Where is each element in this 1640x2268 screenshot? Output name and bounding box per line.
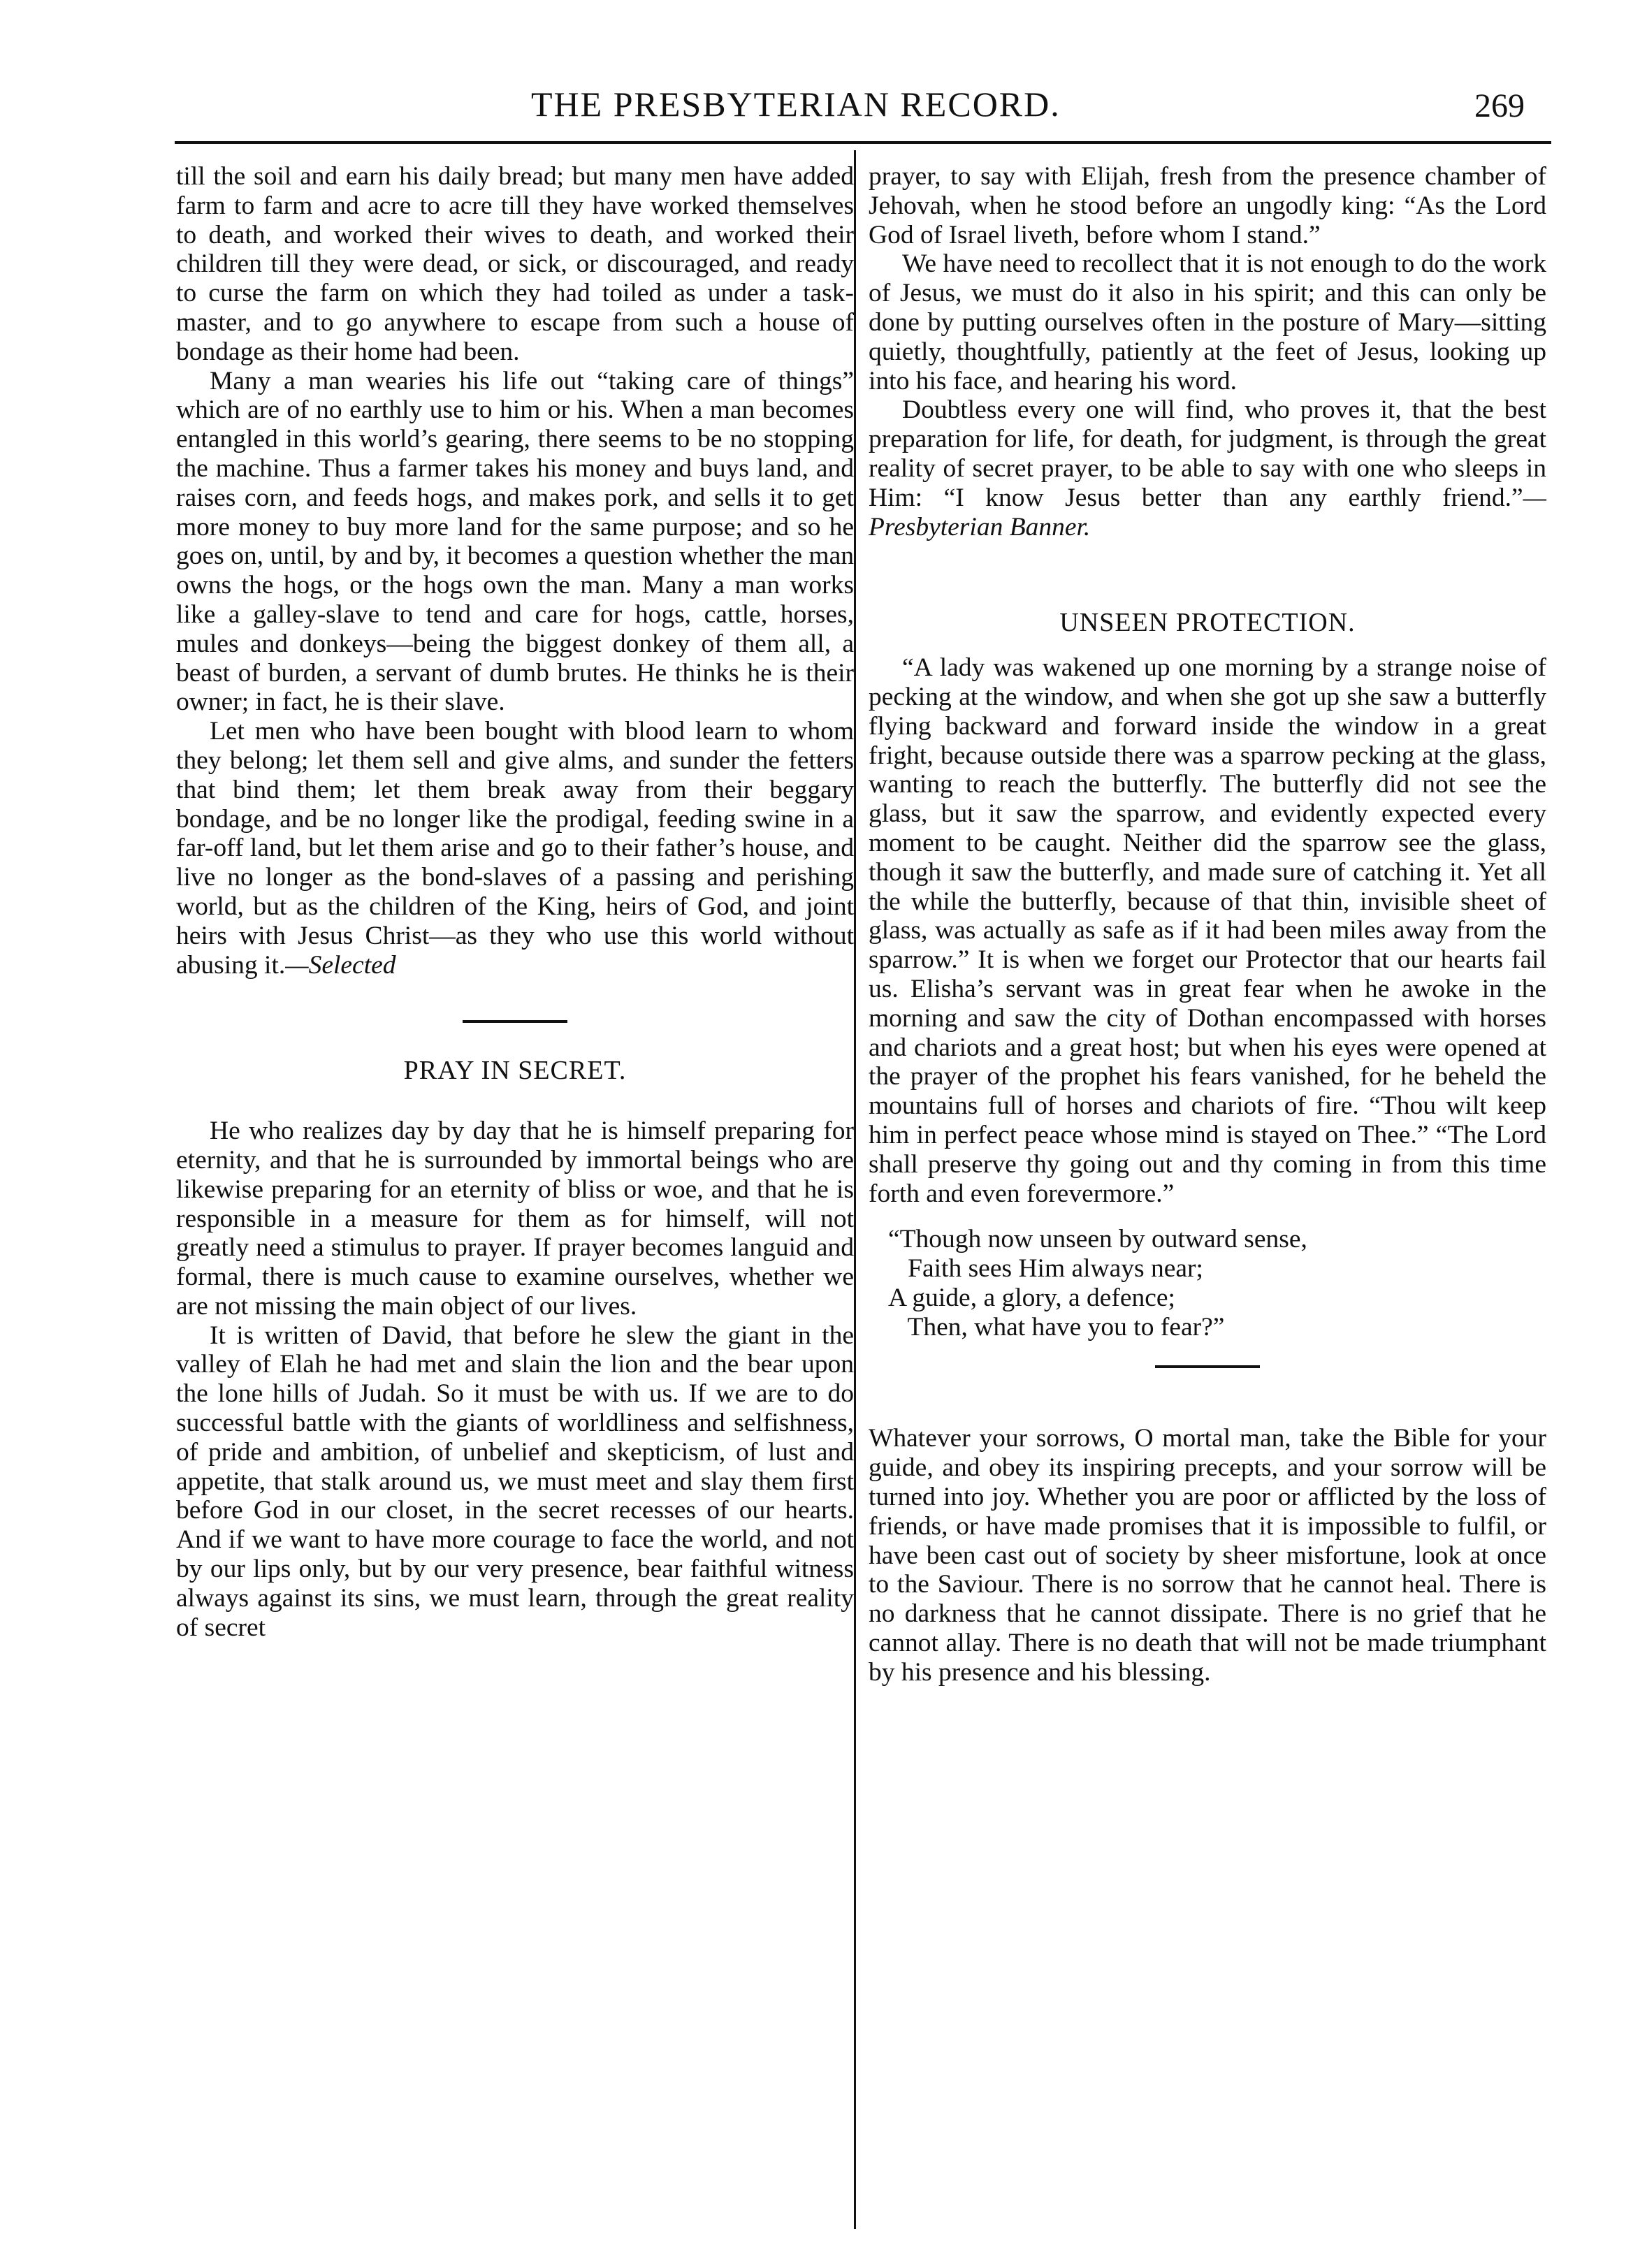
paragraph-text: Doubtless every one will find, who proves it, that the best preparation for life, for death, for judgment, is through the great reality of secret prayer, to be able to say with one who sleeps in Him: “I know Jesus better than any earthly friend.”: [869, 395, 1546, 512]
left-column: [176, 162, 854, 1642]
poem-line: Then, what have you to fear?”: [888, 1312, 1225, 1342]
source-citation: —Presbyterian Banner.: [869, 483, 1546, 541]
paragraph: Whatever your sorrows, O mortal man, take the Bible for your guide, and obey its inspiring precepts, and your sorrow will be turned into joy. Whether you are poor or afflicted by the loss of friends, or have made promises that it is impossible to fulfil, or have been cast out of society by sheer misfortune, look at once to the Saviour. There is no sorrow that he cannot heal. There is no darkness that he cannot dissipate. There is no grief that he cannot allay. There is no death that will not be made triumphant by his presence and his blessing.: [869, 1424, 1546, 1687]
right-column: [869, 162, 1546, 1687]
paragraph: prayer, to say with Elijah, fresh from the presence chamber of Jehovah, when he stood before an ungodly king: “As the Lord God of Israel liveth, before whom I stand.”: [869, 162, 1546, 249]
section-title-pray-in-secret: PRAY IN SECRET.: [403, 1056, 627, 1086]
poem-line: A guide, a glory, a defence;: [888, 1283, 1175, 1312]
paragraph: He who realizes day by day that he is himself preparing for eternity, and that he is surrounded by immortal beings who are likewise preparing for an eternity of bliss or woe, and that he is responsible in a measure for them as for himself, will not greatly need a stimulus to prayer. If prayer becomes languid and formal, there is much cause to examine ourselves, whether we are not missing the main object of our lives.: [176, 1117, 854, 1321]
column-divider: [854, 150, 856, 2229]
paragraph: [869, 395, 1546, 541]
section-title-unseen-protection: UNSEEN PROTECTION.: [1059, 608, 1356, 638]
poem-line: Faith sees Him always near;: [888, 1254, 1203, 1284]
paragraph: [176, 717, 854, 980]
paragraph-text: Let men who have been bought with blood learn to whom they belong; let them sell and give alms, and sunder the fetters that bind them; let them break away from their beggary bondage, and be no longer like the prodigal, feeding swine in a far-off land, but let them arise and go to their father’s house, and live no longer as the bond-slaves of a passing and perishing world, but as the children of the King, heirs of God, and joint heirs with Jesus Christ—as they who use this world without abusing it.: [176, 717, 854, 980]
paragraph: till the soil and earn his daily bread; but many men have added farm to farm and acre to acre till they have worked themselves to death, and worked their wives to death, and worked their children till they were dead, or sick, or discouraged, and ready to curse the farm on which they had toiled as under a task-master, and to go anywhere to escape from such a house of bondage as their home had been.: [176, 162, 854, 366]
header-rule: [175, 141, 1551, 144]
paragraph: We have need to recollect that it is not enough to do the work of Jesus, we must do it also in his spirit; and this can only be done by putting ourselves often in the posture of Mary—sitting quietly, thoughtfully, patiently at the feet of Jesus, looking up into his face, and hearing his word.: [869, 249, 1546, 395]
paragraph: It is written of David, that before he slew the giant in the valley of Elah he had met and slain the lion and the bear upon the lone hills of Judah. So it must be with us. If we are to do successful battle with the giants of worldliness and selfishness, of pride and ambition, of unbelief and skepticism, of lust and appetite, that stalk around us, we must meet and slay them first before God in our closet, in the secret recesses of our hearts. And if we want to have more courage to face the world, and not by our lips only, but by our very presence, bear faithful witness always against its sins, we must learn, through the great reality of secret: [176, 1321, 854, 1642]
paragraph: Many a man wearies his life out “taking care of things” which are of no earthly use to him or his. When a man becomes entangled in this world’s gearing, there seems to be no stopping the machine. Thus a farmer takes his money and buys land, and raises corn, and feeds hogs, and makes pork, and sells it to get more money to buy more land for the same purpose; and so he goes on, until, by and by, it becomes a question whether the man owns the hogs, or the hogs own the man. Many a man works like a galley-slave to tend and care for hogs, cattle, horses, mules and donkeys—being the biggest donkey of them all, a beast of burden, a servant of dumb brutes. He thinks he is their owner; in fact, he is their slave.: [176, 366, 854, 717]
source-citation: —Selected: [285, 950, 396, 980]
poem-line: “Though now unseen by outward sense,: [888, 1225, 1307, 1254]
page-number: 269: [1474, 87, 1525, 124]
running-title: THE PRESBYTERIAN RECORD.: [531, 85, 1061, 124]
poem-stanza: [869, 1225, 1546, 1342]
paragraph: “A lady was wakened up one morning by a strange noise of pecking at the window, and when she got up she saw a butterfly flying backward and forward inside the window in a great fright, because outside there was a sparrow pecking at the glass, wanting to reach the butterfly. The butterfly did not see the glass, but it saw the sparrow, and evidently expected every moment to be caught. Neither did the sparrow see the glass, though it saw the butterfly, and made sure of catching it. Yet all the while the butterfly, because of that thin, invisible sheet of glass, was actually as safe as if it had been miles away from the sparrow.” It is when we forget our Protector that our hearts fail us. Elisha’s servant was in great fear when he awoke in the morning and saw the city of Dothan encompassed with horses and chariots and a great host; but when his eyes were opened at the prayer of the prophet his fears vanished, for he beheld the mountains full of horses and chariots of fire. “Thou wilt keep him in perfect peace whose mind is stayed on Thee.” “The Lord shall preserve thy going out and thy coming in from this time forth and even forevermore.”: [869, 653, 1546, 1208]
